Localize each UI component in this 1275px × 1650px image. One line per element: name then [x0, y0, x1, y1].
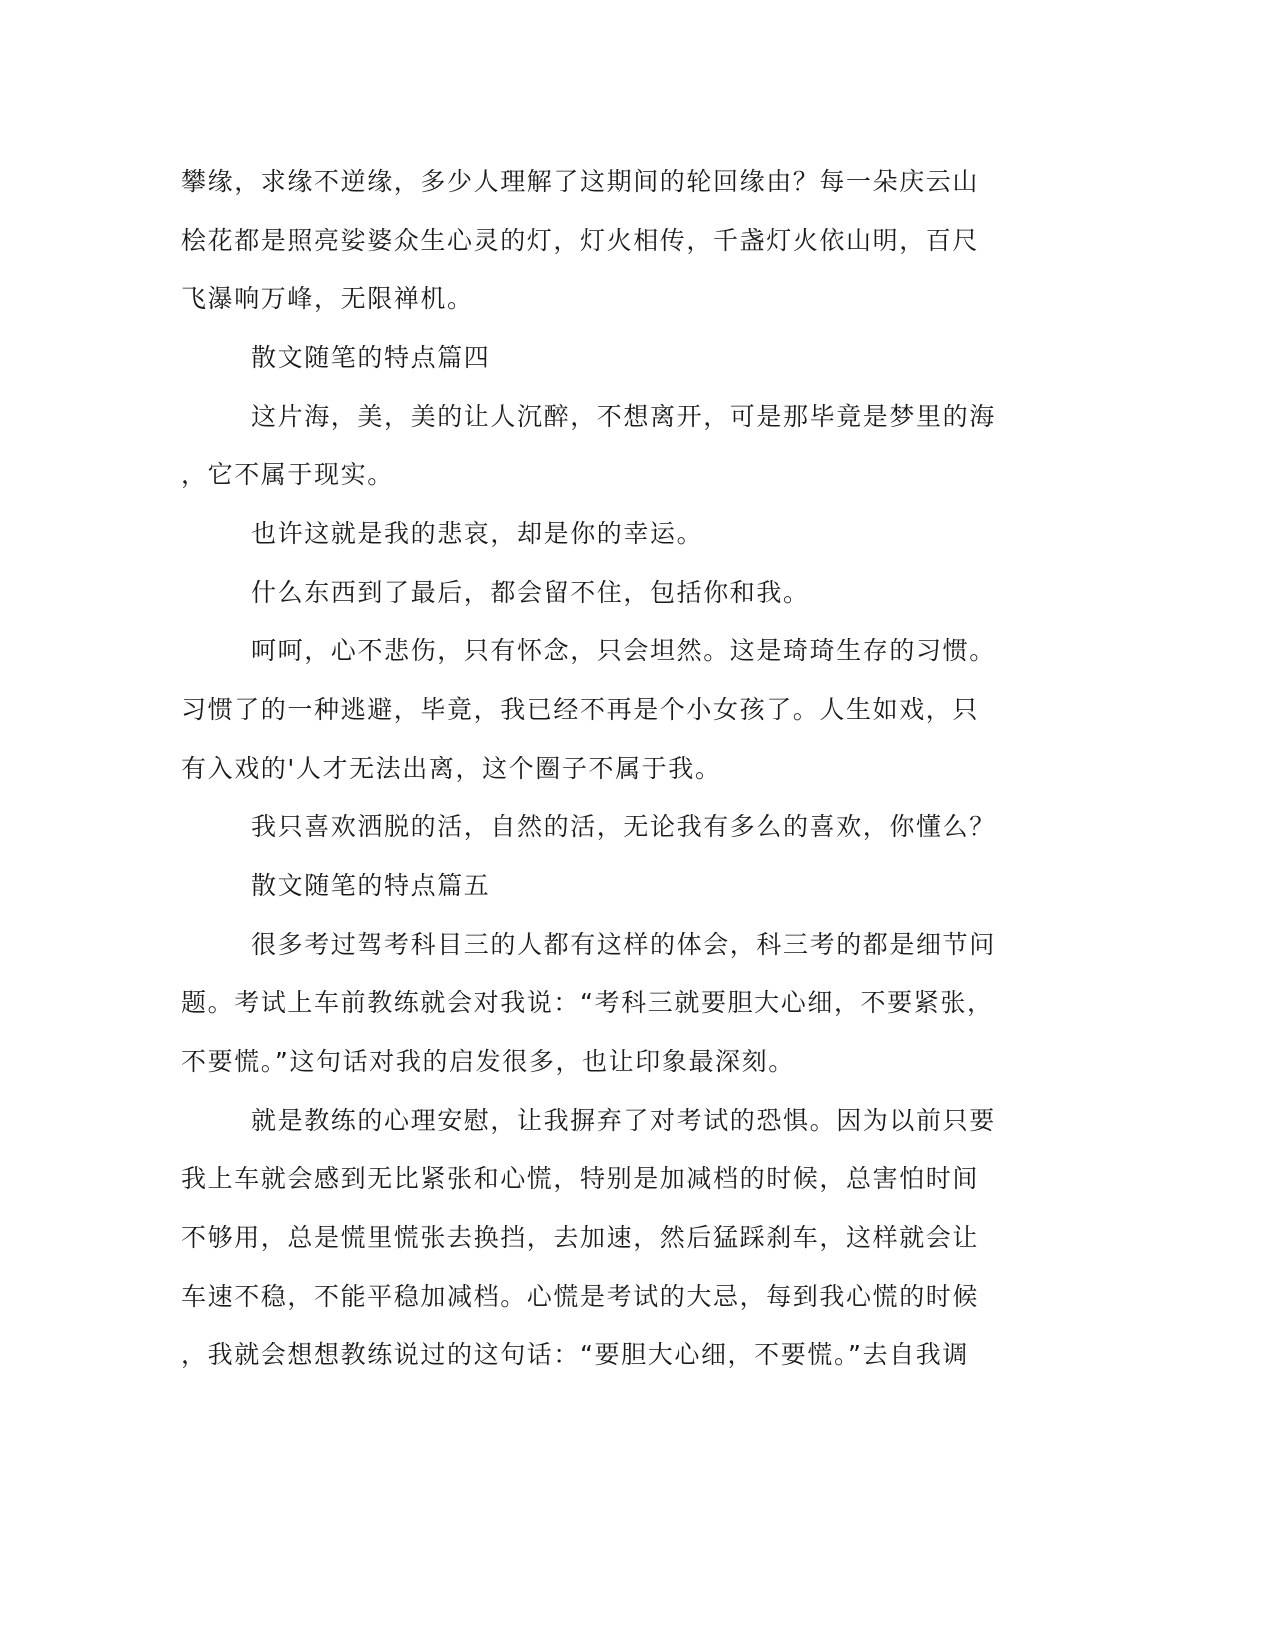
text-line: 这片海，美，美的让人沉醉，不想离开，可是那毕竟是梦里的海: [251, 402, 996, 431]
text-line: ，我就会想想教练说过的这句话：“要胆大心细，不要慌。”去自我调: [181, 1340, 970, 1369]
text-line: 飞瀑响万峰，无限禅机。: [181, 284, 474, 313]
text-line: 题。考试上车前教练就会对我说：“考科三就要胆大心细，不要紧张，: [181, 988, 994, 1017]
text-line: 也许这就是我的悲哀，却是你的幸运。: [251, 519, 704, 548]
text-line: 什么东西到了最后，都会留不住，包括你和我。: [251, 578, 810, 607]
section-heading: 散文随笔的特点篇五: [251, 871, 491, 900]
text-line: ，它不属于现实。: [181, 460, 394, 489]
text-line: 不要慌。”这句话对我的启发很多，也让印象最深刻。: [181, 1047, 795, 1076]
text-line: 车速不稳，不能平稳加减档。心慌是考试的大忌，每到我心慌的时候: [181, 1282, 980, 1311]
text-line: 有入戏的'人才无法出离，这个圈子不属于我。: [181, 754, 722, 783]
text-line: 攀缘，求缘不逆缘，多少人理解了这期间的轮回缘由？每一朵庆云山: [181, 167, 980, 196]
text-line: 不够用，总是慌里慌张去换挡，去加速，然后猛踩刹车，这样就会让: [181, 1223, 980, 1252]
text-line: 呵呵，心不悲伤，只有怀念，只会坦然。这是琦琦生存的习惯。: [251, 636, 996, 665]
text-line: 我只喜欢洒脱的活，自然的活，无论我有多么的喜欢，你懂么？: [251, 812, 996, 841]
text-line: 就是教练的心理安慰，让我摒弃了对考试的恐惧。因为以前只要: [251, 1106, 996, 1135]
text-line: 很多考过驾考科目三的人都有这样的体会，科三考的都是细节问: [251, 930, 996, 959]
section-heading: 散文随笔的特点篇四: [251, 343, 491, 372]
text-line: 桧花都是照亮娑婆众生心灵的灯，灯火相传，千盏灯火依山明，百尺: [181, 226, 980, 255]
text-line: 我上车就会感到无比紧张和心慌，特别是加减档的时候，总害怕时间: [181, 1164, 980, 1193]
text-line: 习惯了的一种逃避，毕竟，我已经不再是个小女孩了。人生如戏，只: [181, 695, 980, 724]
